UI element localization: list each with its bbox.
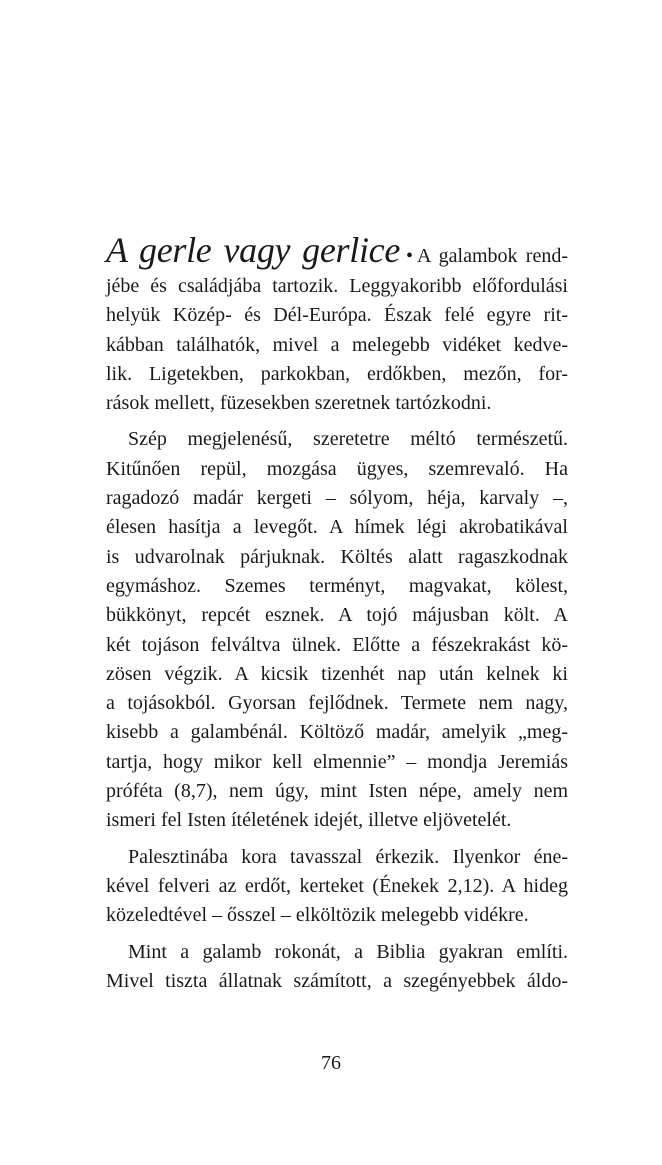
text-line: két tojáson felváltva ülnek. Előtte a fészekrakást kö- [106, 633, 568, 656]
text-line: egymáshoz. Szemes terményt, magvakat, kölest, [106, 574, 568, 597]
text-line: Palesztinába kora tavasszal érkezik. Ilyenkor éne- [128, 845, 568, 868]
text-line: bükkönyt, repcét esznek. A tojó májusban költ. A [106, 604, 568, 627]
article-body [106, 228, 568, 996]
text-line: tartja, hogy mikor kell elmennie” – mondja Jeremiás [106, 750, 568, 773]
text-line: lik. Ligetekben, parkokban, erdőkben, mezőn, for- [106, 362, 568, 385]
text-line: jébe és családjába tartozik. Leggyakoribb előfordulási [106, 275, 568, 297]
text-line: Mint a galamb rokonát, a Biblia gyakran említi. [128, 940, 568, 963]
text-line: Szép megjelenésű, szeretetre méltó természetű. [128, 428, 568, 451]
text-line: ismeri fel Isten ítéletének idejét, illetve eljövetelét. [106, 809, 512, 832]
text-line: közeledtével – ősszel – elköltözik melegebb vidékre. [106, 904, 529, 927]
text-line: próféta (8,7), nem úgy, mint Isten népe, amely nem [106, 780, 568, 803]
text-line: is udvarolnak párjuknak. Költés alatt ragaszkodnak [106, 545, 568, 568]
text-line: Mivel tiszta állatnak számított, a szegényebbek áldo- [106, 969, 568, 992]
text-line: helyük Közép- és Dél-Európa. Észak felé egyre rit- [106, 304, 568, 327]
text-line: Kitűnően repül, mozgása ügyes, szemrevaló. Ha [106, 457, 568, 480]
text-line: kábban találhatók, mivel a melegebb vidéket kedve- [106, 333, 568, 356]
text-line: kisebb a galambénál. Költöző madár, amelyik „meg- [106, 721, 568, 744]
page-number: 76 [321, 1052, 341, 1074]
text-line: kével felveri az erdőt, kerteket (Énekek 2,12). A hideg [106, 874, 568, 897]
text-line: rások mellett, füzesekben szeretnek tartózkodni. [106, 392, 492, 415]
article-title: A gerle vagy gerlice [106, 230, 401, 270]
bullet-separator: • [406, 245, 414, 267]
text-line: A galambok rend- [417, 245, 568, 267]
text-line: élesen hasítja a levegőt. A hímek légi akrobatikával [106, 516, 568, 539]
title-line [106, 228, 568, 272]
text-line: ragadozó madár kergeti – sólyom, héja, karvaly –, [106, 487, 568, 510]
text-line: a tojásokból. Gyorsan fejlődnek. Termete nem nagy, [106, 692, 568, 715]
text-line: zösen végzik. A kicsik tizenhét nap után kelnek ki [106, 662, 568, 685]
